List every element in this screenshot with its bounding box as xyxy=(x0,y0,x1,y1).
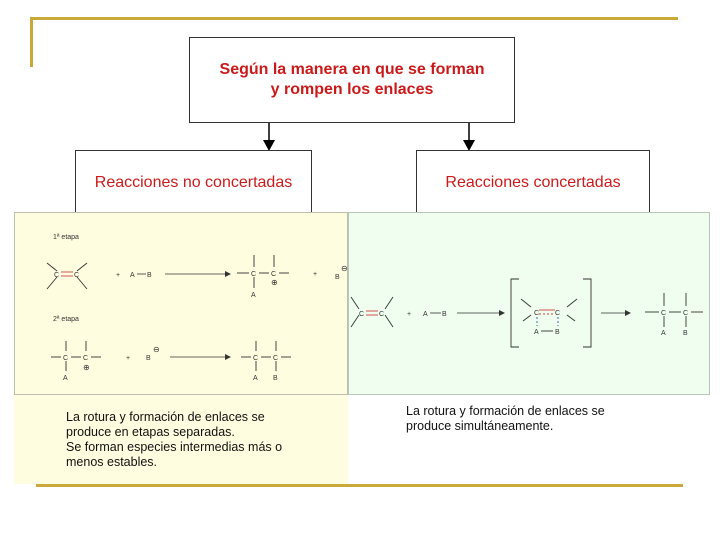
node-concerted-label: Reacciones concertadas xyxy=(445,174,621,191)
reaction-arrow-icon-1 xyxy=(165,271,231,277)
plus-charge-icon-1: ⊕ xyxy=(271,278,278,287)
plus-3: + xyxy=(126,355,131,362)
frame-bottom-border xyxy=(36,484,683,487)
atom-c-8: C xyxy=(273,355,279,362)
atom-b-4: B xyxy=(273,375,278,382)
reaction-arrow-icon-2 xyxy=(170,354,231,360)
arrow-down-icon-left xyxy=(262,123,276,153)
plus-charge-icon-2: ⊕ xyxy=(83,363,90,372)
partial-bonds xyxy=(537,317,558,326)
concerted-description: La rotura y formación de enlaces se produce simultáneamente. xyxy=(406,404,605,433)
atom-b-6: B xyxy=(555,329,560,336)
atom-c-9: C xyxy=(359,311,365,318)
transition-state-molecule xyxy=(521,299,577,331)
atom-c-14: C xyxy=(683,310,689,317)
alkene-molecule-1 xyxy=(47,263,87,289)
carbocation-molecule-2 xyxy=(51,341,101,371)
atom-c-7: C xyxy=(253,355,259,362)
concerted-mechanism-diagram xyxy=(349,213,711,396)
atom-c-4: C xyxy=(271,271,277,278)
transition-state-brackets xyxy=(511,279,591,347)
frame-top-border xyxy=(30,17,678,20)
carbocation-molecule xyxy=(237,255,289,288)
atom-c-3: C xyxy=(251,271,257,278)
atom-b-5: B xyxy=(442,311,447,318)
atom-c-6: C xyxy=(83,355,89,362)
atom-a-4: A xyxy=(253,375,258,382)
atom-a-5: A xyxy=(423,311,428,318)
stage2-label: 2ª etapa xyxy=(53,316,79,323)
non-concerted-description: La rotura y formación de enlaces se produce en etapas separadas. Se forman especies intermedias más o menos estables. xyxy=(66,410,283,469)
frame-left-border xyxy=(30,17,33,67)
product-molecule-1 xyxy=(241,341,291,371)
atom-a-6: A xyxy=(534,329,539,336)
node-non-concerted-label: Reacciones no concertadas xyxy=(94,174,293,191)
alkene-molecule-2 xyxy=(351,297,393,327)
reaction-arrow-icon-3 xyxy=(457,310,505,316)
plus-4: + xyxy=(407,311,412,318)
plus-1: + xyxy=(116,272,121,279)
non-concerted-mechanism-diagram xyxy=(15,213,349,396)
atom-c-12: C xyxy=(555,310,561,317)
root-title: Según la manera en que se forman y rompen los enlaces xyxy=(219,61,485,98)
node-concerted xyxy=(416,150,650,216)
atom-b-7: B xyxy=(683,330,688,337)
atom-c-13: C xyxy=(661,310,667,317)
product-molecule-2 xyxy=(645,293,703,327)
stage1-label: 1ª etapa xyxy=(53,234,79,241)
plus-2: + xyxy=(313,271,318,278)
root-node xyxy=(189,37,515,123)
atom-a-1: A xyxy=(130,272,135,279)
atom-c-2: C xyxy=(74,272,80,279)
atom-b-3: B xyxy=(146,355,151,362)
minus-charge-icon-2: ⊖ xyxy=(153,345,160,354)
atom-a-7: A xyxy=(661,330,666,337)
arrow-down-icon-right xyxy=(462,123,476,153)
node-non-concerted xyxy=(75,150,312,216)
atom-b-2: B xyxy=(335,274,340,281)
minus-charge-icon-1: ⊖ xyxy=(341,264,348,273)
atom-c-11: C xyxy=(534,310,540,317)
atom-c-5: C xyxy=(63,355,69,362)
atom-a-2: A xyxy=(251,292,256,299)
atom-c-10: C xyxy=(379,311,385,318)
atom-b-1: B xyxy=(147,272,152,279)
concerted-mechanism-panel xyxy=(348,212,710,395)
reaction-arrow-icon-4 xyxy=(601,310,631,316)
non-concerted-mechanism-panel xyxy=(14,212,348,395)
atom-c-1: C xyxy=(54,272,60,279)
atom-a-3: A xyxy=(63,375,68,382)
